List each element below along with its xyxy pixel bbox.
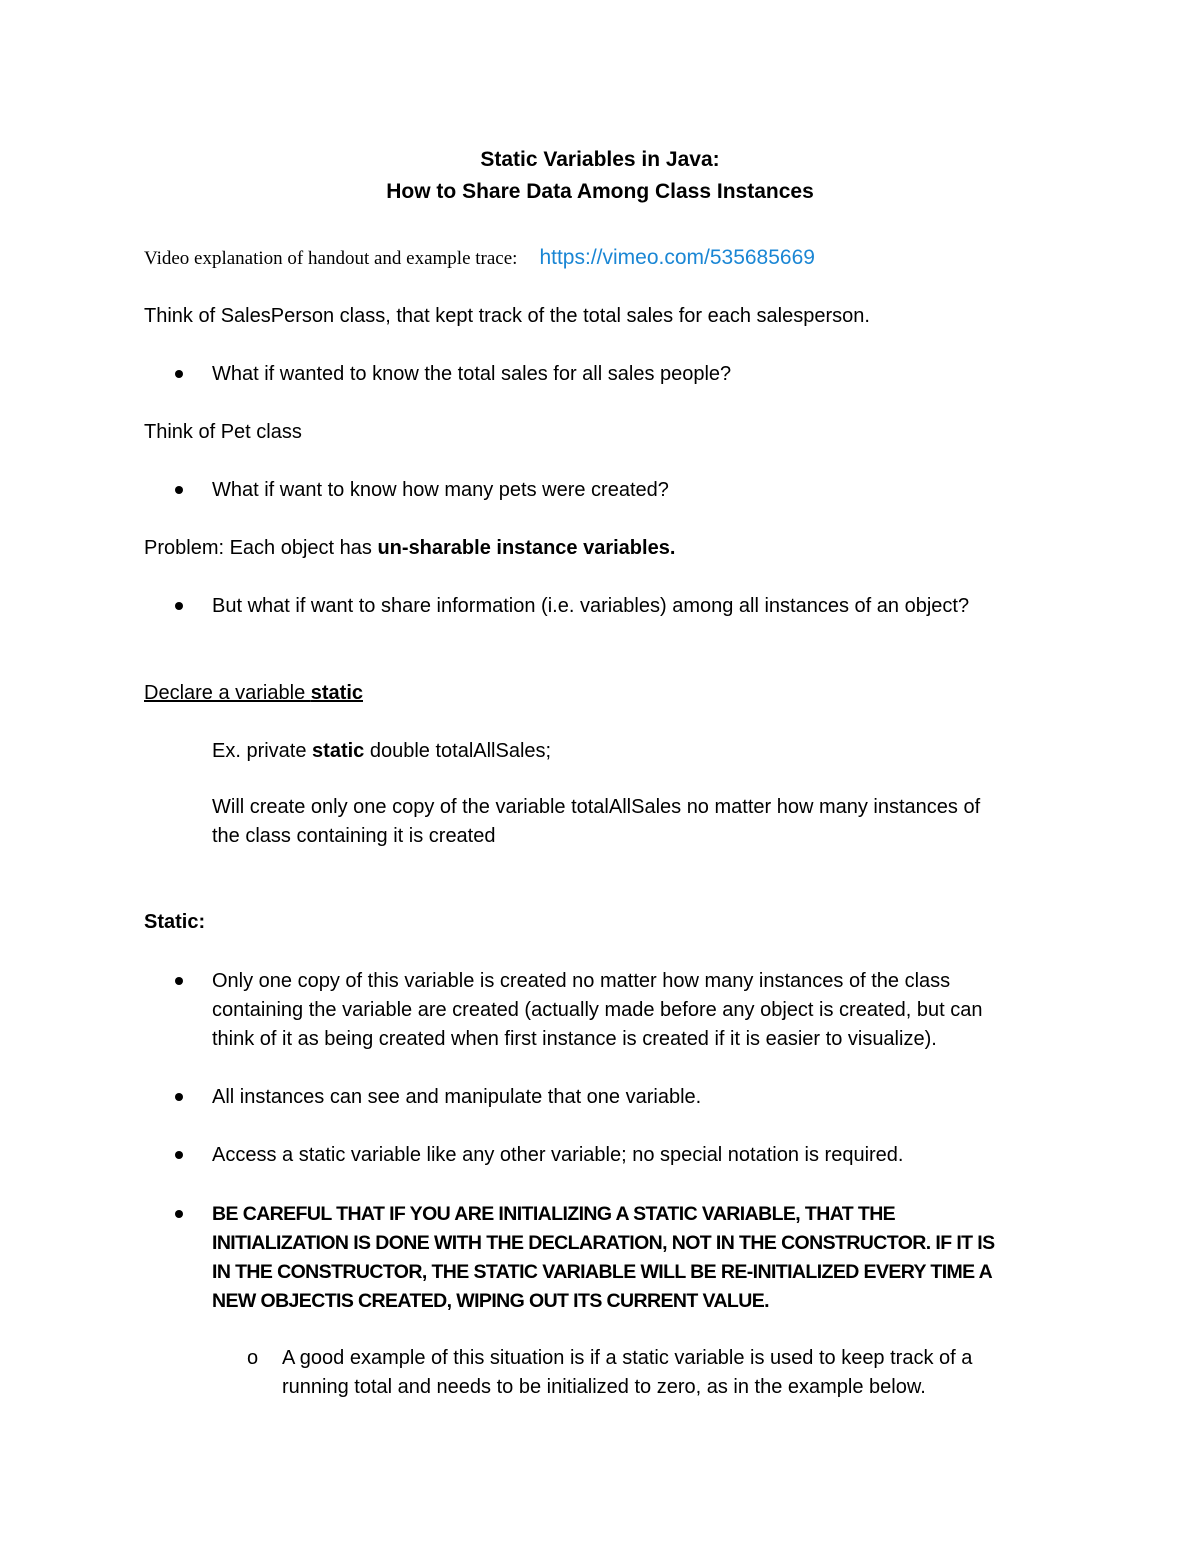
example-prefix: Ex. private	[212, 740, 313, 762]
problem-line	[144, 533, 675, 563]
caution-line-4: NEW OBJECTIS CREATED, WIPING OUT ITS CURRENT VALUE.	[212, 1290, 769, 1312]
bullet-icon	[175, 977, 183, 985]
static-bullet-2: All instances can see and manipulate that one variable.	[212, 1086, 702, 1108]
salesperson-bullet: What if wanted to know the total sales for all sales people?	[212, 363, 732, 385]
caution-line-3: IN THE CONSTRUCTOR, THE STATIC VARIABLE WILL BE RE-INITIALIZED EVERY TIME A	[212, 1261, 993, 1283]
title-line-2: How to Share Data Among Class Instances	[386, 180, 814, 203]
problem-bullet: But what if want to share information (i.e. variables) among all instances of an object?	[212, 595, 970, 617]
declare-prefix: Declare a variable	[144, 682, 311, 704]
bullet-icon	[175, 370, 183, 378]
bullet-icon	[175, 486, 183, 494]
example-explain-1: Will create only one copy of the variable totalAllSales no matter how many instances of	[212, 796, 981, 818]
example-suffix: double totalAllSales;	[364, 740, 552, 762]
declare-bold: static	[310, 682, 363, 704]
problem-bold: un-sharable instance variables.	[377, 537, 676, 559]
video-link[interactable]: https://vimeo.com/535685669	[539, 246, 815, 269]
static-bullet-1-line-2: containing the variable are created (actually made before any object is created, but can	[212, 999, 983, 1021]
declare-heading	[144, 678, 363, 708]
bullet-icon	[175, 1210, 183, 1218]
static-bullet-1-line-3: think of it as being created when first instance is created if it is easier to visualize).	[212, 1028, 937, 1050]
example-bold: static	[312, 740, 365, 762]
bullet-icon	[175, 1093, 183, 1101]
static-heading: Static:	[144, 911, 206, 933]
pet-intro: Think of Pet class	[144, 421, 302, 443]
static-bullet-3: Access a static variable like any other variable; no special notation is required.	[212, 1144, 904, 1166]
example-line	[212, 736, 551, 766]
sub-bullet-line-1: A good example of this situation is if a static variable is used to keep track of a	[282, 1347, 973, 1369]
bullet-icon	[175, 602, 183, 610]
video-label: Video explanation of handout and example trace:	[144, 248, 518, 269]
caution-line-2: INITIALIZATION IS DONE WITH THE DECLARATION, NOT IN THE CONSTRUCTOR. IF IT IS	[212, 1232, 995, 1254]
sub-bullet-line-2: running total and needs to be initialized to zero, as in the example below.	[282, 1376, 926, 1398]
example-explain-2: the class containing it is created	[212, 825, 496, 847]
caution-line-1: BE CAREFUL THAT IF YOU ARE INITIALIZING A STATIC VARIABLE, THAT THE	[212, 1203, 896, 1225]
title-line-1: Static Variables in Java:	[480, 148, 720, 171]
pet-bullet: What if want to know how many pets were created?	[212, 479, 669, 501]
problem-prefix: Problem: Each object has	[144, 537, 378, 559]
static-bullet-1-line-1: Only one copy of this variable is created no matter how many instances of the class	[212, 970, 951, 992]
video-line	[144, 243, 815, 274]
salesperson-intro: Think of SalesPerson class, that kept track of the total sales for each salesperson.	[144, 305, 870, 327]
circle-bullet-icon: o	[247, 1347, 259, 1369]
bullet-icon	[175, 1151, 183, 1159]
